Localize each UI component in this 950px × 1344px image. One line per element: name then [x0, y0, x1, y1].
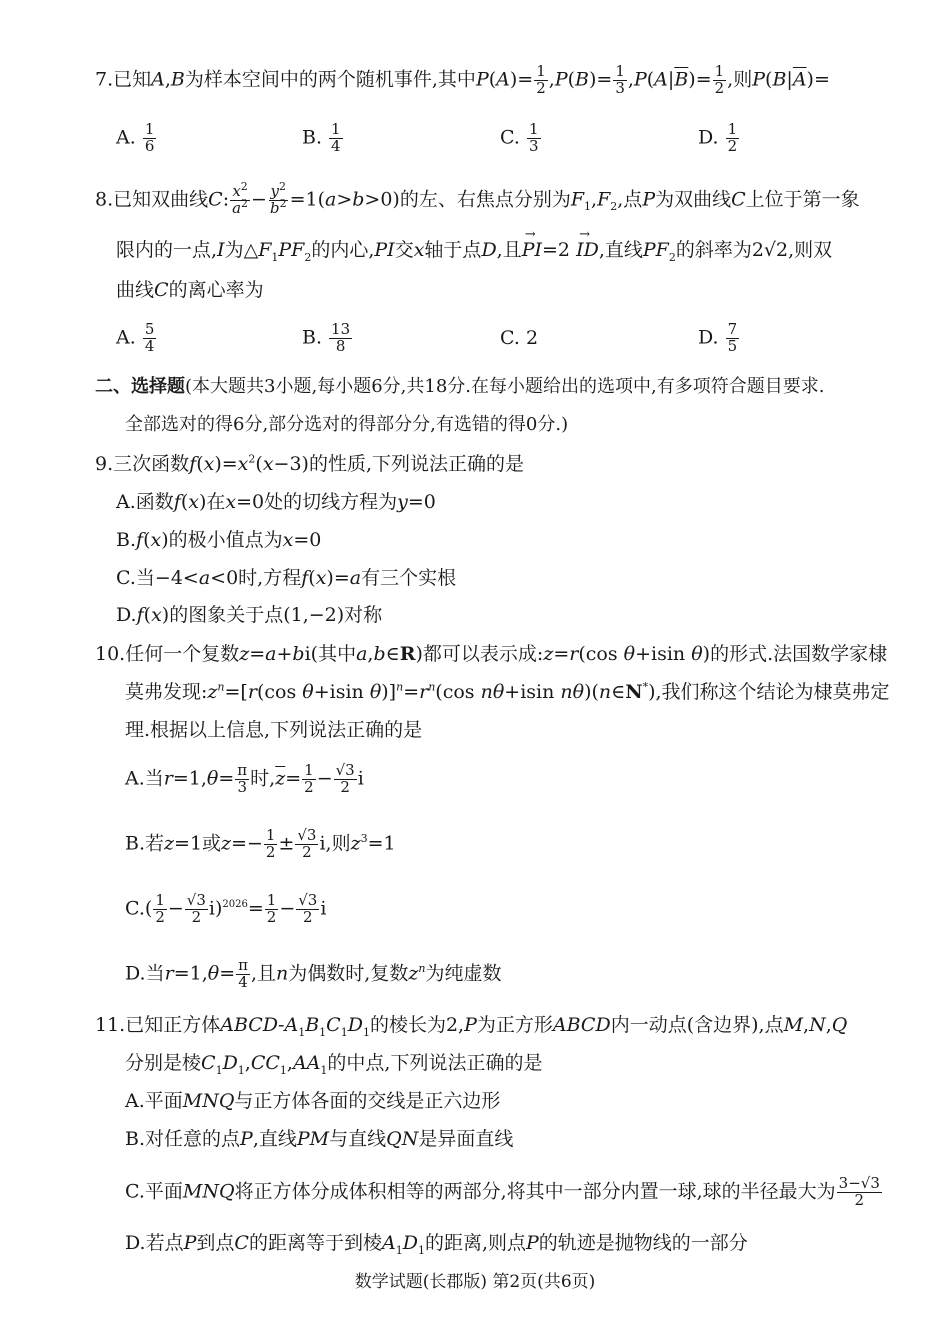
- q10-option-d: D.当r=1,θ= $\frac{\pi}{4}$ ,且n为偶数时,复数$z^n$为纯虚数: [125, 956, 502, 991]
- q9-option-d: D.f(x)的图象关于点(1,−2)对称: [116, 604, 383, 626]
- q7-option-d: D. $\frac{1}{2}$: [698, 120, 738, 155]
- q11-option-d: D.若点P到点C的距离等于到棱$A_1D_1$的距离,则点P的轨迹是抛物线的一部分: [125, 1232, 748, 1257]
- page-footer: 数学试题(长郡版) 第2页(共6页): [354, 1272, 596, 1292]
- q9-option-b: B.f(x)的极小值点为x=0: [116, 529, 322, 551]
- q9-option-c: C.当−4<a<0时,方程f(x)=a有三个实根: [116, 567, 457, 589]
- q10-stem-line2: 莫弗发现$:z^n=[r(\cos$ θ+isin $\theta)]^n=r^n(\cos$ nθ+isin nθ)(n∈N*),我们称这个结论为棣莫弗定: [125, 680, 890, 703]
- q10-stem-line1: 10.任何一个复数z=a+bi(其中a,b∈R)都可以表示成:z=r(cos θ+isin θ)的形式.法国数学家棣: [95, 643, 888, 665]
- q8-stem-line3: 曲线C的离心率为: [116, 279, 264, 301]
- q11-option-a: A.平面MNQ与正方体各面的交线是正六边形: [125, 1090, 501, 1112]
- q8-option-a: A. $\frac{5}{4}$: [116, 320, 155, 355]
- q9-option-a: A.函数f(x)在x=0处的切线方程为y=0: [116, 491, 436, 513]
- q10-stem-line3: 理.根据以上信息,下列说法正确的是: [125, 719, 423, 741]
- q8-stem-line1: 8.已知双曲线C: $\frac{x^2}{a^2}$ − $\frac{y^2}{b^2}$ =1(a>b>0)的左、右焦点分别为$F_1,F_2$,点P为双曲线C上位于第一象: [95, 180, 860, 217]
- q8-option-c: C. 2: [500, 327, 539, 349]
- q7-option-b: B. $\frac{1}{4}$: [302, 120, 341, 155]
- section2-title: 二、选择题: [95, 376, 185, 397]
- q11-option-b: B.对任意的点P,直线PM与直线QN是异面直线: [125, 1128, 514, 1150]
- q10-option-b: B.若z=1或z=− $\frac{1}{2}$ ± $\frac{√3}{2}$ i,则$z^3=1$: [125, 826, 396, 861]
- q8-option-b: B. $\frac{13}{8}$: [302, 320, 351, 355]
- section2-header-line1: 二、选择题(本大题共3小题,每小题6分,共18分.在每小题给出的选项中,有多项符合题目要求.: [95, 376, 825, 397]
- q10-option-c: C.( $\frac{1}{2}$ − $\frac{√3}{2}$ i)$^{2026}$= $\frac{1}{2}$ − $\frac{√3}{2}$ i: [125, 891, 327, 926]
- q7-stem: 7.已知A,B为样本空间中的两个随机事件,其中P(A)= $\frac{1}{2}$ ,P(B)= $\frac{1}{3}$ $,P(A|\overline{B})=$ $\frac{1}{2}$ ,则$P(B|\overline{A})=$: [95, 62, 830, 97]
- q11-option-c: C.平面MNQ将正方体分成体积相等的两部分,将其中一部分内置一球,球的半径最大为 $\frac{3-√3}{2}$: [125, 1174, 880, 1209]
- section2-header-line2: 全部选对的得6分,部分选对的得部分分,有选错的得0分.): [125, 414, 569, 435]
- q9-stem: 9.三次函数$f(x)=x^2(x-3)$的性质,下列说法正确的是: [95, 452, 524, 475]
- q10-option-a: A.当r=1,θ= $\frac{\pi}{3}$ 时$,\overline{z}=$ $\frac{1}{2}$ − $\frac{√3}{2}$ i: [125, 761, 364, 796]
- q7-option-c: C. $\frac{1}{3}$: [500, 120, 539, 155]
- q11-stem-line1: 11.已知正方体ABCD-$A_1B_1C_1D_1$的棱长为2,P为正方形ABCD内一动点(含边界),点M,N,Q: [95, 1014, 848, 1039]
- q8-option-d: D. $\frac{7}{5}$: [698, 320, 738, 355]
- q7-option-a: A. $\frac{1}{6}$: [116, 120, 155, 155]
- q8-stem-line2: 限内的一点,I为$\triangle F_1PF_2$的内心,PI交x轴于点D,且→ PI=2 → ID,直线$PF_2$的斜率为2√2,则双: [116, 241, 832, 260]
- q11-stem-line2: 分别是棱$C_1D_1,CC_1,AA_1$的中点,下列说法正确的是: [125, 1052, 543, 1077]
